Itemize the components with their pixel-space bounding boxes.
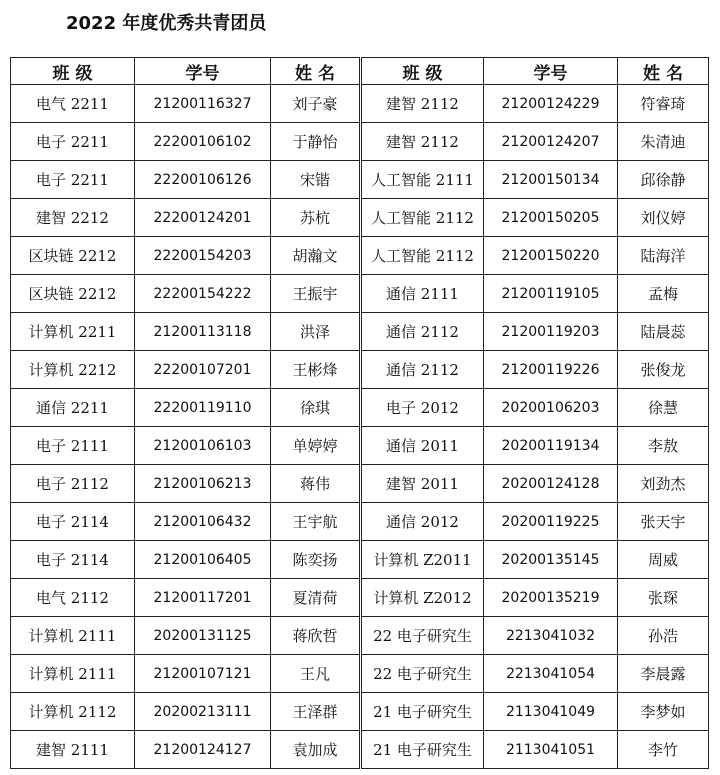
name-cell: 单婷婷	[271, 427, 361, 465]
table-row	[11, 503, 709, 541]
student-id-cell: 22200124201	[135, 199, 271, 237]
table-row	[11, 693, 709, 731]
header-class-left: 班 级	[11, 58, 135, 85]
name-cell: 王泽群	[271, 693, 361, 731]
class-cell: 电子 2211	[11, 161, 135, 199]
name-cell: 徐慧	[618, 389, 709, 427]
name-cell: 蒋伟	[271, 465, 361, 503]
class-cell: 22 电子研究生	[361, 617, 484, 655]
class-cell: 通信 2011	[361, 427, 484, 465]
student-id-cell: 20200119225	[484, 503, 618, 541]
class-cell: 电子 2211	[11, 123, 135, 161]
student-id-cell: 20200135219	[484, 579, 618, 617]
table-row	[11, 731, 709, 769]
class-cell: 电子 2012	[361, 389, 484, 427]
student-id-cell: 20200213111	[135, 693, 271, 731]
student-id-cell: 21200150205	[484, 199, 618, 237]
name-cell: 符睿琦	[618, 85, 709, 123]
name-cell: 王振宇	[271, 275, 361, 313]
name-cell: 蒋欣哲	[271, 617, 361, 655]
student-id-cell: 20200131125	[135, 617, 271, 655]
class-cell: 人工智能 2112	[361, 237, 484, 275]
class-cell: 人工智能 2111	[361, 161, 484, 199]
class-cell: 通信 2112	[361, 351, 484, 389]
name-cell: 周威	[618, 541, 709, 579]
student-id-cell: 21200106103	[135, 427, 271, 465]
table-body	[11, 85, 709, 769]
name-cell: 孟梅	[618, 275, 709, 313]
student-id-cell: 21200113118	[135, 313, 271, 351]
student-id-cell: 22200154203	[135, 237, 271, 275]
student-id-cell: 21200106432	[135, 503, 271, 541]
class-cell: 21 电子研究生	[361, 731, 484, 769]
table-row	[11, 85, 709, 123]
table-row	[11, 427, 709, 465]
class-cell: 计算机 2112	[11, 693, 135, 731]
student-id-cell: 21200124127	[135, 731, 271, 769]
header-student-id-right: 学号	[484, 58, 618, 85]
class-cell: 计算机 2211	[11, 313, 135, 351]
name-cell: 李敖	[618, 427, 709, 465]
name-cell: 陆海洋	[618, 237, 709, 275]
header-class-right: 班 级	[361, 58, 484, 85]
student-id-cell: 2213041054	[484, 655, 618, 693]
student-id-cell: 21200150134	[484, 161, 618, 199]
header-name-left: 姓 名	[271, 58, 361, 85]
class-cell: 通信 2211	[11, 389, 135, 427]
class-cell: 电气 2112	[11, 579, 135, 617]
table-row	[11, 465, 709, 503]
header-row	[11, 58, 709, 85]
class-cell: 通信 2111	[361, 275, 484, 313]
name-cell: 孙浩	[618, 617, 709, 655]
table-row	[11, 313, 709, 351]
member-roster-table	[10, 57, 709, 769]
name-cell: 苏杭	[271, 199, 361, 237]
name-cell: 邱徐静	[618, 161, 709, 199]
class-cell: 区块链 2212	[11, 237, 135, 275]
table-row	[11, 123, 709, 161]
name-cell: 陈奕扬	[271, 541, 361, 579]
name-cell: 王宇航	[271, 503, 361, 541]
student-id-cell: 21200106405	[135, 541, 271, 579]
table-row	[11, 541, 709, 579]
class-cell: 计算机 2111	[11, 655, 135, 693]
student-id-cell: 2213041032	[484, 617, 618, 655]
class-cell: 建智 2011	[361, 465, 484, 503]
name-cell: 王彬烽	[271, 351, 361, 389]
student-id-cell: 21200124229	[484, 85, 618, 123]
class-cell: 计算机 2212	[11, 351, 135, 389]
student-id-cell: 20200135145	[484, 541, 618, 579]
class-cell: 通信 2012	[361, 503, 484, 541]
table-row	[11, 237, 709, 275]
name-cell: 朱清迪	[618, 123, 709, 161]
name-cell: 夏清荷	[271, 579, 361, 617]
student-id-cell: 22200119110	[135, 389, 271, 427]
name-cell: 于静怡	[271, 123, 361, 161]
name-cell: 李梦如	[618, 693, 709, 731]
class-cell: 电子 2111	[11, 427, 135, 465]
name-cell: 李晨露	[618, 655, 709, 693]
table-row	[11, 655, 709, 693]
name-cell: 李竹	[618, 731, 709, 769]
name-cell: 宋锴	[271, 161, 361, 199]
table-row	[11, 579, 709, 617]
class-cell: 电子 2114	[11, 541, 135, 579]
name-cell: 张俊龙	[618, 351, 709, 389]
name-cell: 王凡	[271, 655, 361, 693]
student-id-cell: 22200106126	[135, 161, 271, 199]
table-row	[11, 275, 709, 313]
table-row	[11, 199, 709, 237]
student-id-cell: 22200107201	[135, 351, 271, 389]
name-cell: 洪泽	[271, 313, 361, 351]
table-row	[11, 389, 709, 427]
name-cell: 胡瀚文	[271, 237, 361, 275]
student-id-cell: 21200119203	[484, 313, 618, 351]
class-cell: 电气 2211	[11, 85, 135, 123]
student-id-cell: 21200106213	[135, 465, 271, 503]
student-id-cell: 21200116327	[135, 85, 271, 123]
name-cell: 张天宇	[618, 503, 709, 541]
student-id-cell: 21200117201	[135, 579, 271, 617]
class-cell: 21 电子研究生	[361, 693, 484, 731]
class-cell: 电子 2114	[11, 503, 135, 541]
name-cell: 袁加成	[271, 731, 361, 769]
class-cell: 计算机 Z2012	[361, 579, 484, 617]
student-id-cell: 20200106203	[484, 389, 618, 427]
class-cell: 通信 2112	[361, 313, 484, 351]
student-id-cell: 2113041051	[484, 731, 618, 769]
header-name-right: 姓 名	[618, 58, 709, 85]
class-cell: 建智 2111	[11, 731, 135, 769]
student-id-cell: 20200124128	[484, 465, 618, 503]
class-cell: 22 电子研究生	[361, 655, 484, 693]
class-cell: 建智 2112	[361, 123, 484, 161]
class-cell: 计算机 Z2011	[361, 541, 484, 579]
name-cell: 陆晨蕊	[618, 313, 709, 351]
table-row	[11, 617, 709, 655]
student-id-cell: 21200124207	[484, 123, 618, 161]
student-id-cell: 21200119105	[484, 275, 618, 313]
table-row	[11, 161, 709, 199]
name-cell: 刘劲杰	[618, 465, 709, 503]
name-cell: 刘子豪	[271, 85, 361, 123]
student-id-cell: 22200154222	[135, 275, 271, 313]
name-cell: 刘仪婷	[618, 199, 709, 237]
table-header	[11, 58, 709, 85]
class-cell: 电子 2112	[11, 465, 135, 503]
class-cell: 区块链 2212	[11, 275, 135, 313]
student-id-cell: 21200150220	[484, 237, 618, 275]
student-id-cell: 21200119226	[484, 351, 618, 389]
student-id-cell: 21200107121	[135, 655, 271, 693]
class-cell: 建智 2212	[11, 199, 135, 237]
table-row	[11, 351, 709, 389]
header-student-id-left: 学号	[135, 58, 271, 85]
class-cell: 计算机 2111	[11, 617, 135, 655]
document-title: 2022 年度优秀共青团员	[66, 13, 267, 34]
class-cell: 建智 2112	[361, 85, 484, 123]
class-cell: 人工智能 2112	[361, 199, 484, 237]
student-id-cell: 2113041049	[484, 693, 618, 731]
name-cell: 徐琪	[271, 389, 361, 427]
name-cell: 张琛	[618, 579, 709, 617]
student-id-cell: 20200119134	[484, 427, 618, 465]
student-id-cell: 22200106102	[135, 123, 271, 161]
